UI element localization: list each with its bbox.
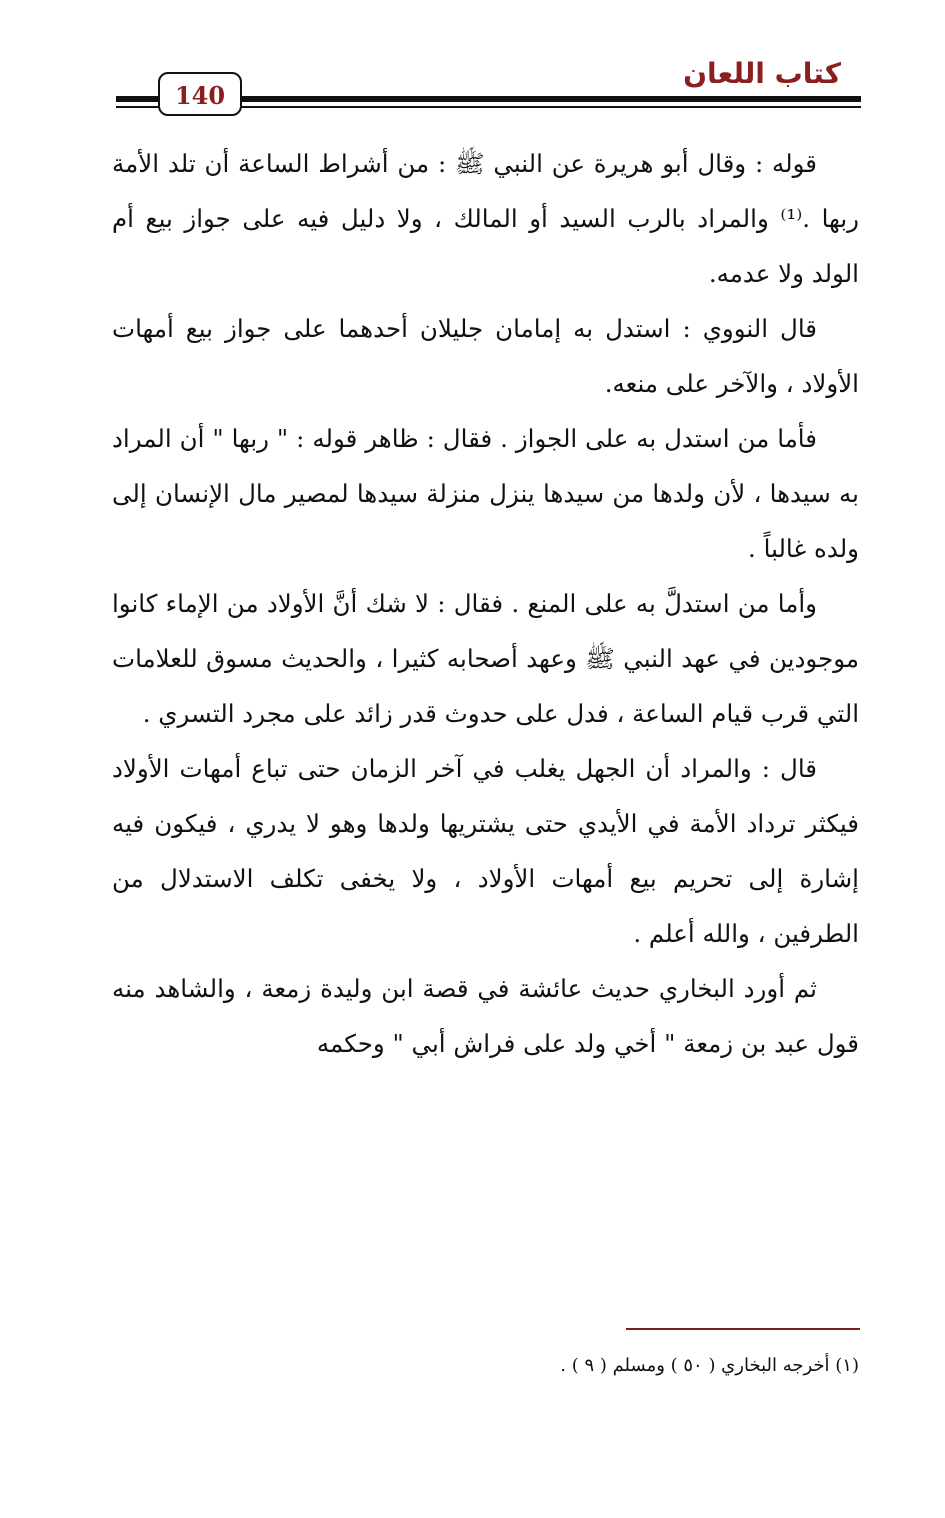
paragraph-5: قال : والمراد أن الجهل يغلب في آخر الزمان حتى تباع أمهات الأولاد فيكثر ترداد الأمة في الأيدي حتى يشتريها ولدها وهو لا يدري ، فيكون فيه إشارة إلى تحريم بيع أمهات الأولاد ، ولا يخفى تكلف الاستدلال من الطرفين ، والله أعلم . (112, 754, 859, 948)
page-header (0, 0, 945, 120)
paragraph-4: وأما من استدلَّ به على المنع . فقال : لا شك أنَّ الأولاد من الإماء كانوا موجودين في عهد النبي ﷺ وعهد أصحابه كثيرا ، والحديث مسوق للعلامات التي قرب قيام الساعة ، فدل على حدوث قدر زائد على مجرد التسري . (112, 589, 859, 728)
paragraph-2: قال النووي : استدل به إمامان جليلان أحدهما على جواز بيع أمهات الأولاد ، والآخر على منعه. (112, 314, 859, 398)
paragraph-3: فأما من استدل به على الجواز . فقال : ظاهر قوله : " ربها " أن المراد به سيدها ، لأن ولدها من سيدها ينزل منزلة سيدها لمصير مال الإنسان إلى ولده غالباً . (112, 424, 859, 563)
page-number: 140 (158, 72, 242, 116)
footnote-divider (626, 1328, 860, 1330)
paragraph-6: ثم أورد البخاري حديث عائشة في قصة ابن وليدة زمعة ، والشاهد منه قول عبد بن زمعة " أخي ولد على فراش أبي " وحكمه (112, 974, 859, 1058)
paragraph-1: قوله : وقال أبو هريرة عن النبي ﷺ : من أشراط الساعة أن تلد الأمة ربها .⁽¹⁾ والمراد بالرب السيد أو المالك ، ولا دليل فيه على جواز بيع أم الولد ولا عدمه. (112, 149, 859, 288)
footnote: (١) أخرجه البخاري ( ٥٠ ) ومسلم ( ٩ ) . (560, 1355, 859, 1376)
main-text (112, 136, 859, 1071)
chapter-title: كتاب اللعان (683, 57, 841, 90)
